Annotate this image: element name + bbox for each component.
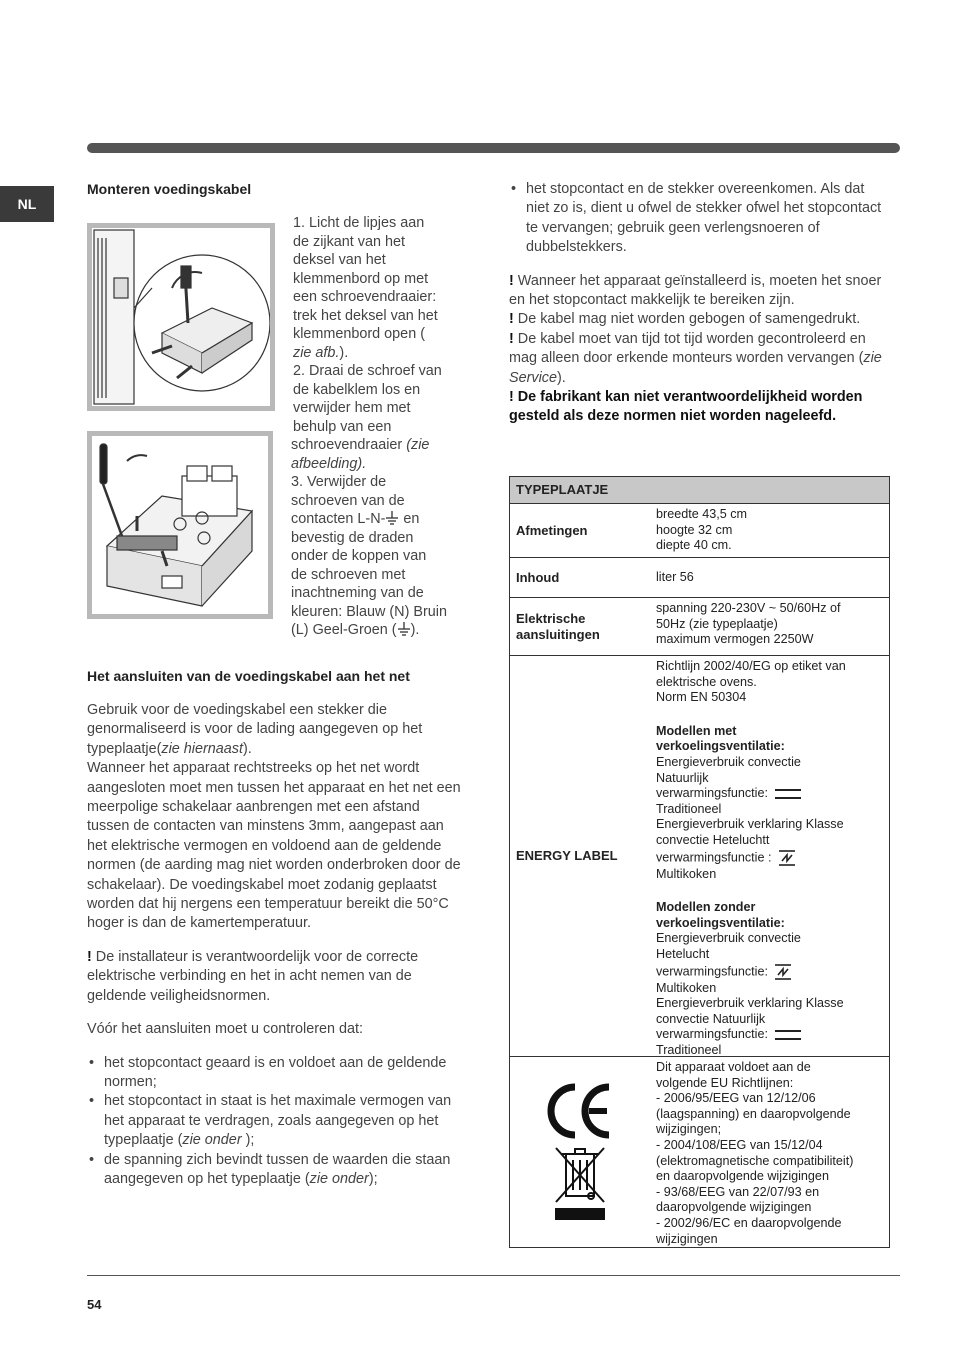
ground-icon xyxy=(385,511,399,525)
step-line: 2. Draai de schroef van xyxy=(293,363,442,379)
text: De kabel moet van tijd tot tijd worden gecontroleerd en mag alleen door erkende monteurs worden vervangen ( xyxy=(509,330,866,367)
step-line: klemmenbord open ( xyxy=(293,326,425,342)
list-item xyxy=(87,1151,465,1190)
text: ); xyxy=(368,1170,378,1187)
value-line: elektrische ovens. xyxy=(656,674,757,689)
value-line: 50Hz (zie typeplaatje) xyxy=(656,616,778,631)
step-line: kleuren: Blauw (N) Bruin xyxy=(291,603,447,620)
step-line: deksel van het xyxy=(293,252,386,268)
text: De kabel mag niet worden gebogen of samengedrukt. xyxy=(513,311,861,328)
note xyxy=(509,330,885,388)
manufacturer-disclaimer: ! De fabrikant kan niet verantwoordelijkheid worden gesteld als deze normen niet worden nageleefd. xyxy=(509,389,863,425)
terminal-cover-illustration xyxy=(92,228,270,406)
step-line xyxy=(291,436,447,455)
fan-heating-icon xyxy=(775,963,791,981)
value-line: Traditioneel xyxy=(656,801,722,816)
value-line: liter 56 xyxy=(656,569,694,584)
section-heading-mounting: Monteren voedingskabel xyxy=(87,181,252,197)
text: de spanning zich bevindt tussen de waarden die staan aangegeven op het typeplaatje ( xyxy=(104,1151,451,1187)
step-line xyxy=(291,455,447,474)
step-text: ). xyxy=(410,622,420,638)
step-line: onder de koppen van xyxy=(291,548,427,564)
step-line: de kabelklem los en xyxy=(293,381,421,398)
value-line: Richtlijn 2002/40/EG op etiket van xyxy=(656,659,846,673)
label-line: aansluitingen xyxy=(516,626,600,642)
step-text: en xyxy=(399,511,420,527)
step-line: de schroeven met xyxy=(291,566,406,583)
value-line: Modellen zonder xyxy=(656,900,756,915)
row-label xyxy=(510,598,650,655)
ref-italic: afbeelding). xyxy=(291,455,367,472)
text: verwarmingsfunctie : xyxy=(656,849,775,864)
step-line: inachtneming van de xyxy=(291,585,424,601)
value-line: Natuurlijk xyxy=(656,770,709,785)
value-line: - 2004/108/EEG van 15/12/04 xyxy=(656,1137,823,1152)
value-line: convectie Heteluchtt xyxy=(656,832,770,847)
step-line: bevestig de draden xyxy=(291,529,414,546)
value-line: breedte 43,5 cm xyxy=(656,507,748,521)
text: De installateur is verantwoordelijk voor de correcte elektrische verbinding en het in acht nemen van de geldende veiligheidsnormen. xyxy=(87,948,419,1004)
ref-italic: zie onder xyxy=(182,1132,242,1149)
row-value xyxy=(650,598,889,655)
value-line xyxy=(656,786,885,802)
step-text: (L) Geel-Groen ( xyxy=(291,622,397,638)
text: ); xyxy=(241,1132,255,1149)
step-line: 3. Verwijder de xyxy=(291,474,387,490)
ref-italic: zie afb. xyxy=(293,344,340,361)
step-line xyxy=(291,621,447,640)
fan-heating-icon xyxy=(779,849,795,867)
table-row-dimensions xyxy=(510,504,889,558)
warning-mark: ! xyxy=(87,948,92,965)
ref-italic: zie hiernaast xyxy=(161,740,244,757)
row-value xyxy=(650,1057,889,1247)
text: ). xyxy=(557,369,566,386)
text: verwarmingsfunctie: xyxy=(656,786,772,801)
conventional-heating-icon xyxy=(775,1029,801,1041)
step-line xyxy=(291,510,447,529)
row-label: Afmetingen xyxy=(510,504,650,557)
row-value xyxy=(650,656,889,1056)
step-line: 1. Licht de lipjes aan xyxy=(293,215,425,231)
value-line: Dit apparaat voldoet aan de xyxy=(656,1060,811,1074)
value-line: maximum vermogen 2250W xyxy=(656,632,814,647)
weee-bin-icon xyxy=(552,1146,608,1222)
step-line: klemmenbord op met xyxy=(293,270,429,287)
bottom-rule xyxy=(87,1275,900,1276)
value-line: (laagspanning) en daaropvolgende xyxy=(656,1106,851,1121)
right-column-text xyxy=(509,180,885,427)
paragraph xyxy=(87,701,465,759)
step-line: trek het deksel van het xyxy=(293,307,438,324)
ref-italic: zie Service xyxy=(509,350,882,386)
value-line: (elektromagnetische compatibiliteit) xyxy=(656,1153,854,1168)
warning-mark: ! xyxy=(509,311,514,328)
value-line: Hetelucht xyxy=(656,946,710,961)
row-value xyxy=(650,558,889,597)
value-line: diepte 40 cm. xyxy=(656,538,732,553)
value-line: daaropvolgende wijzigingen xyxy=(656,1200,812,1215)
step-line: een schroevendraaier: xyxy=(293,289,437,305)
table-row-energy-label xyxy=(510,656,889,1057)
rating-plate-table xyxy=(509,476,890,1248)
row-label: Inhoud xyxy=(510,558,650,597)
value-line: - 93/68/EEG van 22/07/93 en xyxy=(656,1184,820,1199)
note xyxy=(509,310,885,329)
section-heading-connection: Het aansluiten van de voedingskabel aan het net xyxy=(87,668,410,684)
value-line: Multikoken xyxy=(656,980,717,995)
value-line: en daaropvolgende wijzigingen xyxy=(656,1169,829,1184)
ref-tail: ). xyxy=(339,344,349,361)
table-row-compliance xyxy=(510,1057,889,1247)
warning-paragraph xyxy=(87,948,465,1006)
text: verwarmingsfunctie: xyxy=(656,963,772,978)
step-text: contacten L-N- xyxy=(291,511,386,527)
warning-mark: ! xyxy=(509,330,514,347)
value-line: hoogte 32 cm xyxy=(656,522,733,537)
value-line: spanning 220-230V ~ 50/60Hz of xyxy=(656,601,841,615)
value-line: Multikoken xyxy=(656,866,717,881)
value-line: Energieverbruik verklaring Klasse xyxy=(656,996,844,1011)
text: het stopcontact in staat is het maximale vermogen van het apparaat te verdragen, zoals aangegeven op het typeplaatje ( xyxy=(104,1093,452,1149)
paragraph: Wanneer het apparaat rechtstreeks op het net wordt aangesloten moet men tussen het apparaat en het net een meerpolige schakelaar aanbrengen met een afstand tussen de contacten van minstens 3mm, aangepast aan het elektrische vermogen en voldoend aan de geldende normen (de aarding mag niet worden onderbroken door de schakelaar). De voedingskabel moet zodanig geplaatst worden dat hij nergens een temperatuur bereikt die 50°C hoger is dan de kamertemperatuur. xyxy=(87,760,461,932)
table-row-volume xyxy=(510,558,889,598)
value-line: Energieverbruik convectie xyxy=(656,931,801,946)
figure-cable-clamp xyxy=(87,431,273,619)
row-label xyxy=(510,1057,650,1247)
page-number: 54 xyxy=(87,1297,102,1312)
step-line: schroeven van de xyxy=(291,492,405,509)
note xyxy=(509,272,885,311)
value-line: - 2002/96/EC en daaropvolgende xyxy=(656,1215,842,1230)
value-line: Traditioneel xyxy=(656,1042,722,1057)
warning-mark: ! xyxy=(509,272,514,289)
language-tab: NL xyxy=(0,186,54,222)
check-list xyxy=(87,1054,465,1190)
value-line: verkoelingsventilatie: xyxy=(656,739,785,754)
mounting-steps xyxy=(293,214,447,640)
value-line: Norm EN 50304 xyxy=(656,690,747,705)
value-line: convectie Natuurlijk xyxy=(656,1011,766,1026)
figure-terminal-cover xyxy=(87,223,275,411)
value-line: volgende EU Richtlijnen: xyxy=(656,1075,794,1090)
value-line xyxy=(656,849,885,867)
conventional-heating-icon xyxy=(775,788,801,800)
ce-mark-icon xyxy=(545,1082,615,1140)
text: Wanneer het apparaat geïnstalleerd is, moeten het snoer en het stopcontact makkelijk te bereiken zijn. xyxy=(509,272,882,309)
ground-icon xyxy=(397,622,411,636)
step-line: behulp van een xyxy=(293,418,392,435)
cable-clamp-illustration xyxy=(92,436,268,614)
row-label: ENERGY LABEL xyxy=(510,656,650,1056)
step-line: verwijder hem met xyxy=(293,400,411,416)
text: verwarmingsfunctie: xyxy=(656,1027,772,1042)
value-line: wijzigingen; xyxy=(656,1122,722,1137)
list-item xyxy=(87,1092,465,1150)
top-rule xyxy=(87,143,900,153)
step-text: schroevendraaier xyxy=(291,437,407,453)
value-line: Modellen met xyxy=(656,723,737,738)
text: ). xyxy=(243,740,252,757)
row-value xyxy=(650,504,889,557)
step-line: de zijkant van het xyxy=(293,233,405,250)
value-line: - 2006/95/EEG van 12/12/06 xyxy=(656,1091,816,1106)
value-line: wijzigingen xyxy=(656,1231,718,1246)
value-line: verkoelingsventilatie: xyxy=(656,915,785,930)
text: Gebruik voor de voedingskabel een stekker die genormaliseerd is voor de lading aangegeven op het typeplaatje( xyxy=(87,702,423,757)
value-line: Energieverbruik verklaring Klasse xyxy=(656,817,844,832)
connection-text xyxy=(87,701,465,1189)
check-list-continued xyxy=(509,180,885,258)
table-header: TYPEPLAATJE xyxy=(510,477,889,504)
list-item: • het stopcontact geaard is en voldoet aan de geldende normen; xyxy=(87,1054,465,1093)
step-line xyxy=(293,344,447,363)
label-line: Elektrische xyxy=(516,610,586,626)
ref-italic: zie onder xyxy=(309,1170,369,1187)
table-row-electrical xyxy=(510,598,889,656)
value-line xyxy=(656,1027,885,1043)
ref-italic: (zie xyxy=(406,437,430,453)
list-item: • het stopcontact en de stekker overeenkomen. Als dat niet zo is, dient u ofwel de stekker ofwel het stopcontact te vervangen; gebruik geen verlengsnoeren of dubbelstekkers. xyxy=(509,180,885,258)
paragraph: Vóór het aansluiten moet u controleren dat: xyxy=(87,1021,363,1038)
value-line xyxy=(656,963,885,981)
value-line: Energieverbruik convectie xyxy=(656,754,801,769)
